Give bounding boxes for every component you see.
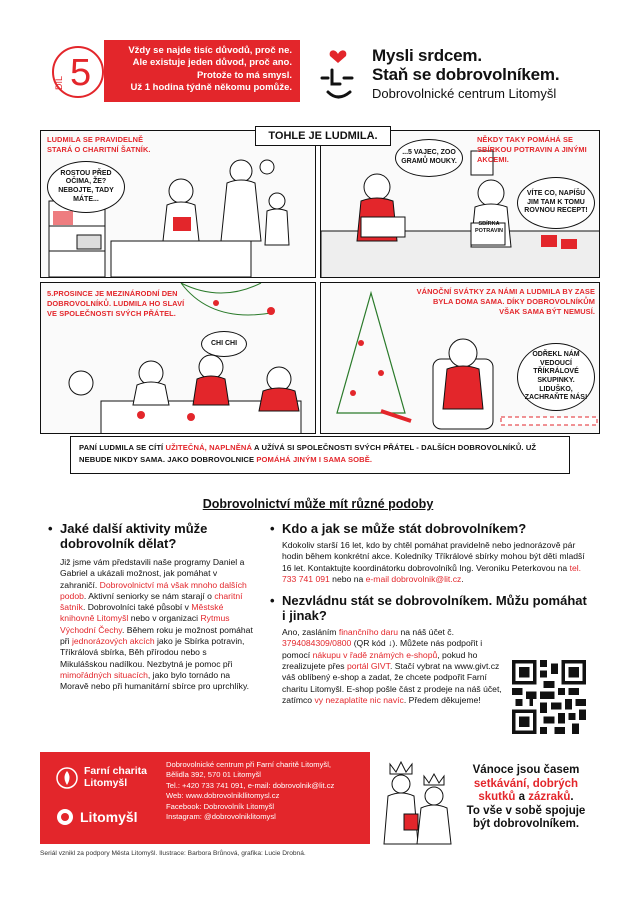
speech-bubble: ROSTOU PŘED OČIMA, ŽE? NEBOJTE, TADY MÁTE...: [47, 161, 125, 213]
slogan: Vánoce jsou časem setkávání, dobrých skutků a zázraků. To vše v sobě spojuje být dobrovolníkem.: [466, 764, 586, 830]
comic-panel-2: [320, 130, 600, 278]
charity-logo: [56, 766, 147, 789]
contact-line: Bělidla 392, 570 01 Litomyšl: [166, 770, 261, 780]
panel-caption: LUDMILA SE PRAVIDELNĚ STARÁ O CHARITNÍ ŠATNÍK.: [47, 135, 151, 154]
comic-panel-1: [40, 130, 316, 278]
title-line: Mysli srdcem.: [372, 46, 482, 65]
tagline-line: Ale existuje jeden důvod, proč ano.: [132, 57, 292, 69]
answer-text: Již jsme vám představili naše programy Daniel a Gabriel a ukázali možnost, jak pomáhat v zahraničí. Dobrovolnictví má však mnoho dalších podob. Aktivní seniorky se nám starají o charitní šatník. Dobrovolníci také působí v Městské knihovně Litomyšl nebo v organizaci Rytmus Východní Čechy. Během roku je možnost pomáhat při jednorázových akcích jako je Sbírka potravin, Tříkrálová sbírka, Běh přírodou nebo s Mikulášskou nadílkou. Nezbytná je pomoc při mimořádných situacích, jako bylo tornádo na Moravě nebo při humanitární sbírce pro uprchlíky.: [60, 557, 253, 692]
org-name: Farní charita: [84, 765, 148, 777]
town-logo: [56, 808, 138, 826]
tagline-line: Už 1 hodina týdně někomu pomůže.: [130, 82, 292, 94]
org-name: Litomyšl: [84, 776, 128, 789]
contact-info: [166, 760, 334, 822]
contact-phone-email[interactable]: Tel.: +420 733 741 091, e-mail: dobrovolnik@lit.cz: [166, 780, 335, 790]
panel-caption: 5.PROSINCE JE MEZINÁRODNÍ DEN DOBROVOLNÍKŮ. LUDMILA HO SLAVÍ VE SPOLEČNOSTI SVÝCH PŘÁTEL.: [47, 289, 185, 318]
answer-text: Ano, zasláním finančního daru na náš účet č. 3794084309/0800 (QR kód ↓). Můžete nás podpořit i pomocí nákupu v řadě známých e-shopů, pokud ho zrealizujete přes portál GIVT. Stačí vybrat na www.givt.cz váš oblíbený e-shop a zadat, že chcete podpořit Farní charitu Litomyšl. E-shop pošle část z prodeje na náš účet, zatímco vy nezaplatíte nic navíc. Předem děkujeme!: [282, 627, 502, 705]
tagline-line: Protože to má smysl.: [196, 69, 292, 81]
contact-line: Dobrovolnické centrum při Farní charitě Litomyšl,: [166, 760, 332, 769]
contact-facebook-link[interactable]: Facebook: Dobrovolník Litomyšl: [166, 801, 275, 811]
speech-bubble: CHI CHI: [201, 331, 247, 357]
episode-number: 5: [70, 52, 92, 94]
tagline-line: Vždy se najde tisíc důvodů, proč ne.: [128, 45, 292, 56]
episode-label: DÍL: [54, 75, 64, 90]
town-emblem-icon: [56, 808, 74, 826]
footer-slogan-area: [370, 752, 600, 848]
heart-face-logo-icon: [318, 46, 358, 106]
speech-bubble: VÍTE CO, NAPÍŠU JIM TAM K TOMU ROVNOU RECEPT!: [517, 177, 595, 229]
speech-bubble: ODŘEKL NÁM VEDOUCÍ TŘÍKRÁLOVÉ SKUPINKY. LIDUŠKO, ZACHRAŇTE NÁS!: [517, 343, 595, 411]
comic-strip: [40, 130, 600, 470]
page-subtitle: Dobrovolnické centrum Litomyšl: [372, 86, 557, 101]
page-title: [372, 46, 559, 84]
caption-text: A UŽÍVÁ SI SPOLEČNOSTI SVÝCH PŘÁTEL - DALŠÍCH DOBROVOLNÍKŮ. UŽ NEBUDE NIKDY SAMA. JAKO DOBROVOLNICE: [79, 443, 537, 464]
box-label: SBÍRKA POTRAVIN: [474, 221, 503, 234]
contact-instagram-link[interactable]: Instagram: @dobrovolniklitomysl: [166, 812, 276, 822]
question-heading: • Kdo a jak se může stát dobrovolníkem?: [270, 521, 592, 536]
three-kings-illustration-icon: [376, 754, 468, 846]
comic-panel-4: [320, 282, 600, 434]
flame-icon: [56, 767, 78, 789]
question-heading: • Jaké další aktivity může dobrovolník dělat?: [48, 521, 254, 551]
caption-highlight: UŽITEČNÁ, NAPLNĚNÁ: [165, 443, 253, 452]
question-heading: • Nezvládnu stát se dobrovolníkem. Můžu pomáhat i jinak?: [270, 593, 592, 623]
caption-text: PANÍ LUDMILA SE CÍTÍ: [79, 443, 166, 452]
tagline-box: [104, 40, 300, 102]
left-column: [48, 521, 254, 693]
credit-line: Seriál vznikl za podpory Města Litomyšl. Ilustrace: Barbora Brůnová, grafika: Lucie Drobná.: [40, 850, 306, 857]
caption-highlight: POMÁHÁ JINÝM I SAMA SOBĚ.: [256, 455, 373, 464]
section-title: Dobrovolnictví může mít různé podoby: [202, 497, 434, 511]
title-line: Staň se dobrovolníkem.: [372, 65, 560, 84]
episode-badge: [48, 42, 104, 100]
panel-caption: NĚKDY TAKY POMÁHÁ SE SBÍRKOU POTRAVIN A JINÝMI AKCEMI.: [477, 135, 587, 164]
comic-conclusion: [70, 436, 570, 474]
contact-web-link[interactable]: Web: www.dobrovolnikllitomysl.cz: [166, 791, 280, 801]
comic-title: TOHLE JE LUDMILA.: [255, 126, 391, 146]
qr-code-icon[interactable]: [512, 660, 586, 734]
speech-bubble: ...5 VAJEC, ZOO GRAMŮ MOUKY.: [395, 139, 463, 177]
org-name: Litomyšl: [80, 809, 138, 825]
answer-text: Kdokoliv starší 16 let, kdo by chtěl pomáhat pravidelně nebo jednorázově pár hodin během konkrétní akce. Koledníky Tříkrálové sbírky mohou být děti mladší 16 let. Kontaktujte koordinátorku dobrovolníků Ing. Veroniku Peterkovou na tel. 733 741 091 nebo na e-mail dobrovolnik@lit.cz.: [282, 540, 585, 584]
panel-caption: VÁNOČNÍ SVÁTKY ZA NÁMI A LUDMILA BY ZASE BYLA DOMA SAMA. DÍKY DOBROVOLNÍKŮM VŠAK SAMA BÝT NEMUSÍ.: [416, 287, 595, 316]
comic-panel-3: [40, 282, 316, 434]
footer: [40, 752, 596, 844]
